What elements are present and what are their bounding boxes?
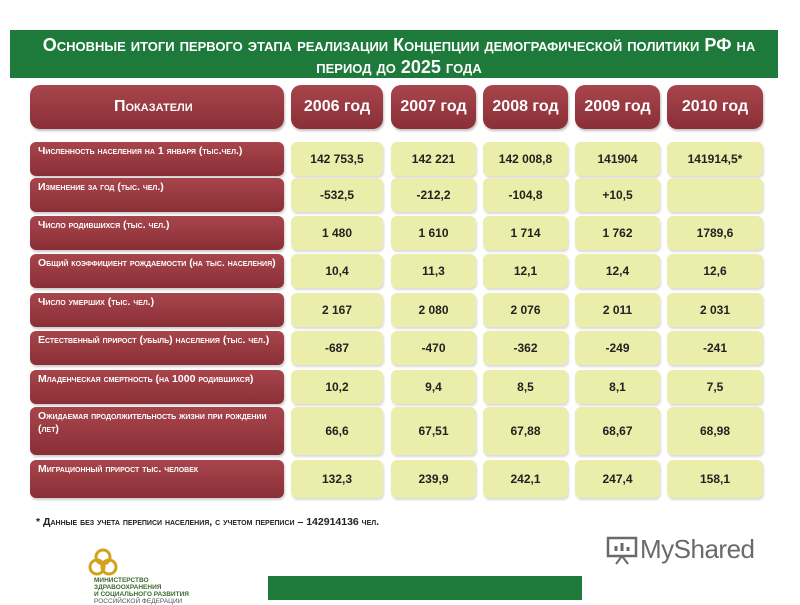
table-cell: 1 480 [291, 216, 383, 250]
table-cell: 2 031 [667, 293, 763, 327]
table-cell: +10,5 [575, 178, 660, 212]
table-cell: 12,4 [575, 254, 660, 288]
bottom-bar [268, 576, 582, 600]
table-cell: 1 610 [391, 216, 476, 250]
table-cell: 9,4 [391, 370, 476, 404]
table-cell: -241 [667, 331, 763, 365]
table-cell: 1 762 [575, 216, 660, 250]
ministry-line-4: РОССИЙСКОЙ ФЕДЕРАЦИИ [94, 598, 183, 605]
watermark [606, 534, 755, 565]
header-year-2007: 2007 год [391, 85, 476, 129]
header-year-2006: 2006 год [291, 85, 383, 129]
header-year-2008: 2008 год [483, 85, 568, 129]
table-cell: 67,88 [483, 407, 568, 455]
row-label: Младенческая смертность (на 1000 родившихся) [30, 370, 284, 404]
watermark-text: MyShared [640, 534, 755, 564]
table-cell: 132,3 [291, 460, 383, 498]
table-cell: 239,9 [391, 460, 476, 498]
table-cell: 2 076 [483, 293, 568, 327]
title-bar [10, 30, 778, 78]
table-cell: -104,8 [483, 178, 568, 212]
slide-title: Основные итоги первого этапа реализации Концепции демографической политики РФ на период до 2025 года [42, 35, 756, 77]
ministry-line-3: И СОЦИАЛЬНОГО РАЗВИТИЯ [94, 591, 189, 598]
table-cell: 1 714 [483, 216, 568, 250]
table-cell: 66,6 [291, 407, 383, 455]
table-cell: 10,4 [291, 254, 383, 288]
row-label: Численность населения на 1 января (тыс.чел.) [30, 142, 284, 176]
table-cell: 68,67 [575, 407, 660, 455]
table-cell: 12,1 [483, 254, 568, 288]
table-cell: -470 [391, 331, 476, 365]
row-label: Изменение за год (тыс. чел.) [30, 178, 284, 212]
table-cell: 142 753,5 [291, 142, 383, 176]
table-cell: 141904 [575, 142, 660, 176]
table-cell: 2 080 [391, 293, 476, 327]
table-cell: -249 [575, 331, 660, 365]
table-cell: 242,1 [483, 460, 568, 498]
table-cell: -532,5 [291, 178, 383, 212]
row-label: Естественный прирост (убыль) населения (тыс. чел.) [30, 331, 284, 365]
table-cell: -362 [483, 331, 568, 365]
row-label: Общий коэффициент рождаемости (на тыс. населения) [30, 254, 284, 288]
table-cell: 247,4 [575, 460, 660, 498]
ministry-line-2: ЗДРАВООХРАНЕНИЯ [94, 584, 162, 591]
row-label: Миграционный прирост тыс. человек [30, 460, 284, 498]
row-label: Ожидаемая продолжительность жизни при рождении (лет) [30, 407, 284, 455]
table-cell: 67,51 [391, 407, 476, 455]
table-cell: 2 011 [575, 293, 660, 327]
table-cell: 10,2 [291, 370, 383, 404]
table-cell: 142 008,8 [483, 142, 568, 176]
table-cell: 68,98 [667, 407, 763, 455]
table-cell: 12,6 [667, 254, 763, 288]
table-cell: -212,2 [391, 178, 476, 212]
header-indicators-label: Показатели [114, 98, 193, 115]
table-cell: 8,5 [483, 370, 568, 404]
table-cell: 2 167 [291, 293, 383, 327]
header-year-2009: 2009 год [575, 85, 660, 129]
row-label: Число умерших (тыс. чел.) [30, 293, 284, 327]
presentation-icon [606, 535, 640, 565]
ministry-name [94, 577, 189, 605]
ministry-logo-icon [88, 548, 118, 578]
table-cell: 141914,5* [667, 142, 763, 176]
table-cell: 142 221 [391, 142, 476, 176]
table-cell: 8,1 [575, 370, 660, 404]
row-label: Число родившихся (тыс. чел.) [30, 216, 284, 250]
table-cell: 7,5 [667, 370, 763, 404]
table-cell: 158,1 [667, 460, 763, 498]
table-cell: 1789,6 [667, 216, 763, 250]
table-cell [667, 178, 763, 212]
footnote: * Данные без учета переписи населения, с учетом переписи – 142914136 чел. [36, 516, 380, 528]
table-cell: 11,3 [391, 254, 476, 288]
header-year-2010: 2010 год [667, 85, 763, 129]
header-indicators [30, 85, 284, 129]
table-cell: -687 [291, 331, 383, 365]
ministry-line-1: МИНИСТЕРСТВО [94, 577, 149, 584]
